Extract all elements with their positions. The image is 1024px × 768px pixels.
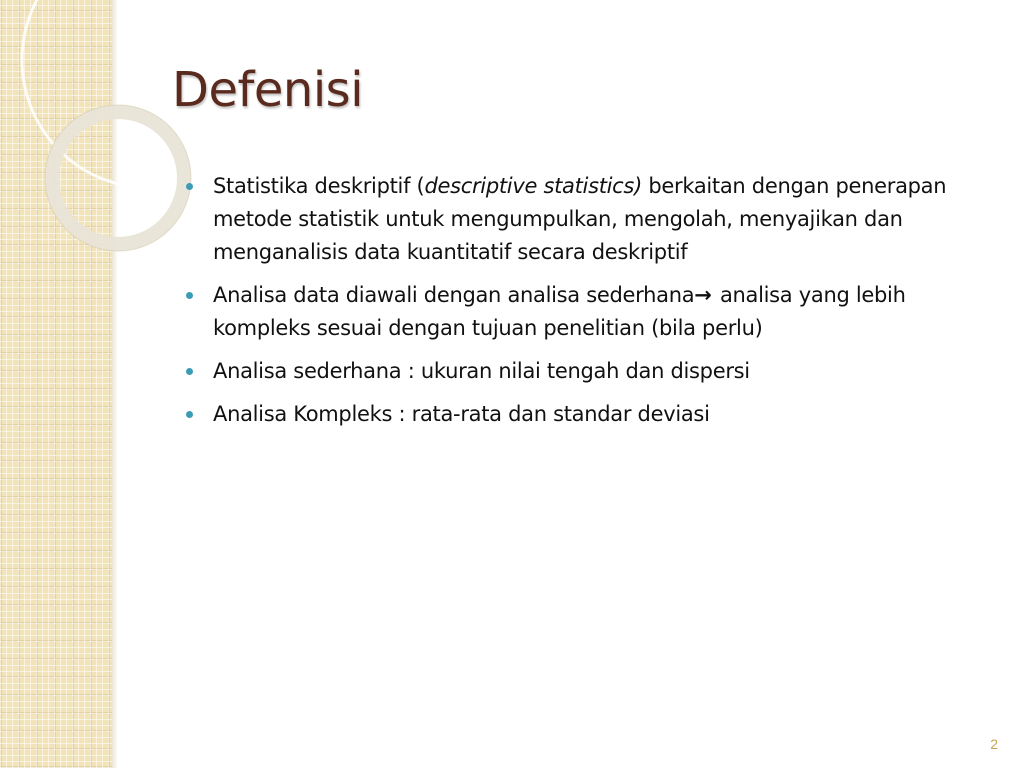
bullet-dot-icon (186, 292, 193, 299)
bullet-1-text-italic: descriptive statistics) (424, 174, 642, 198)
bullet-item-2 (186, 279, 986, 345)
bullet-1-text-post: berkaitan dengan penerapan metode statistik untuk mengumpulkan, mengolah, menyajikan dan menganalisis data kuantitatif secara deskriptif (213, 174, 947, 264)
decor-circle-inner (52, 112, 184, 244)
bullet-2-text-post: analisa yang lebih kompleks sesuai dengan tujuan penelitian (bila perlu) (213, 283, 906, 340)
bullet-item-1 (186, 170, 986, 269)
bullet-item-3 (186, 355, 986, 388)
bullet-1-text-pre: Statistika deskriptif ( (213, 174, 425, 198)
bullet-list (186, 170, 986, 441)
bullet-4-text: Analisa Kompleks : rata-rata dan standar deviasi (213, 402, 710, 426)
bullet-3-text: Analisa sederhana : ukuran nilai tengah dan dispersi (213, 359, 750, 383)
bullet-item-4 (186, 398, 986, 431)
arrow-right-icon: → (694, 283, 712, 307)
bullet-dot-icon (186, 183, 193, 190)
page-number: 2 (990, 736, 998, 752)
decor-circles-icon (0, 0, 200, 280)
slide-title: Defenisi (172, 62, 364, 118)
bullet-2-text-pre: Analisa data diawali dengan analisa sederhana (213, 283, 695, 307)
bullet-dot-icon (186, 411, 193, 418)
bullet-dot-icon (186, 368, 193, 375)
